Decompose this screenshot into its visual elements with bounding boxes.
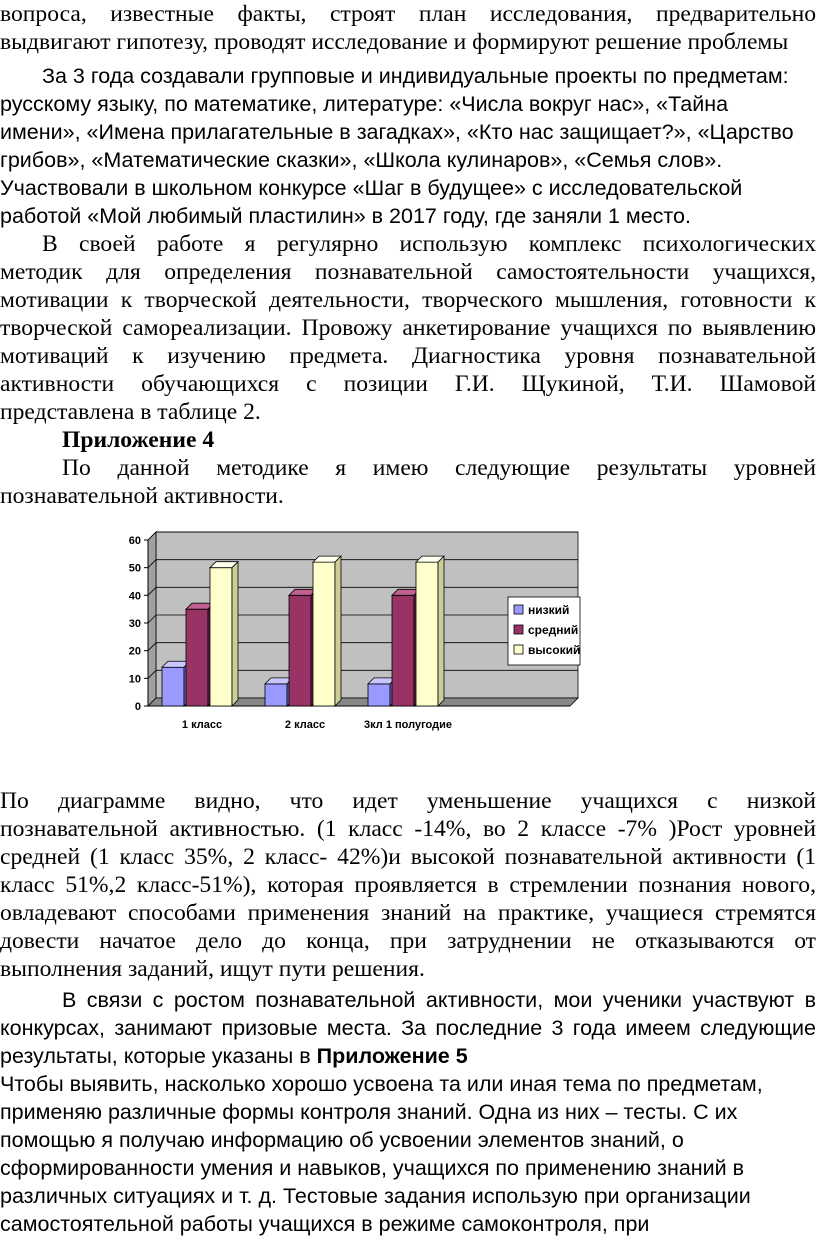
paragraph-line: мотиваций к изучению предмета. Диагностика уровня познавательной	[0, 343, 816, 369]
bar-низкий	[368, 684, 390, 706]
chart-legend	[508, 597, 580, 665]
paragraph-line: помощью я получаю информацию об усвоении элементов знаний, о	[0, 1128, 684, 1152]
bar-низкий	[162, 667, 184, 706]
paragraph-line: познавательной активностью. (1 класс -14%, во 2 классе -7% )Рост уровней	[0, 816, 816, 842]
bar-средний	[289, 595, 311, 706]
paragraph-line: грибов», «Математические сказки», «Школа кулинаров», «Семья слов».	[0, 148, 723, 172]
bar-высокий	[416, 562, 438, 706]
appendix-reference: Приложение 5	[316, 1044, 468, 1068]
paragraph-line	[0, 1042, 816, 1070]
paragraph-line: класс 51%,2 класс-51%), которая проявляется в стремлении познания нового,	[0, 872, 816, 898]
y-tick-label: 30	[128, 618, 141, 630]
appendix-heading: Приложение 4	[62, 427, 215, 453]
bar-низкий	[265, 684, 287, 706]
paragraph-line: сформированности умения и навыков, учащихся по применению знаний в	[0, 1156, 745, 1180]
bar-высокий	[313, 562, 335, 706]
paragraph-line: За 3 года создавали групповые и индивидуальные проекты по предметам:	[42, 64, 789, 88]
y-tick-label: 40	[128, 590, 141, 603]
y-tick-label: 60	[128, 535, 141, 547]
paragraph-line: Чтобы выявить, насколько хорошо усвоена та или иная тема по предметам,	[0, 1072, 763, 1096]
bar-side	[438, 556, 444, 706]
paragraph-line: методик для определения познавательной самостоятельности учащихся,	[0, 259, 816, 285]
paragraph-line: средней (1 класс 35%, 2 класс- 42%)и высокой познавательной активности (1	[0, 844, 816, 870]
legend-label: высокий	[528, 643, 581, 657]
paragraph-line: представлена в таблице 2.	[0, 399, 261, 425]
paragraph-line: активности обучающихся с позиции Г.И. Щукиной, Т.И. Шамовой	[0, 371, 816, 397]
paragraph-line: конкурсах, занимают призовые места. За последние 3 года имеем следующие	[0, 1016, 816, 1040]
paragraph-line: мотивации к творческой деятельности, творческого мышления, готовности к	[0, 287, 816, 313]
y-tick-label: 10	[128, 673, 141, 686]
paragraph-line: познавательной активности.	[0, 483, 284, 509]
paragraph-line: Участвовали в школьном конкурсе «Шаг в будущее» с исследовательской	[0, 176, 743, 200]
paragraph-line: выполнения заданий, ищут пути решения.	[0, 956, 425, 982]
paragraph-line: различных ситуациях и т. д. Тестовые задания использую при организации	[0, 1184, 751, 1208]
paragraph-line: овладевают способами применения знаний на практике, учащиеся стремятся	[0, 900, 816, 926]
bar-средний	[392, 595, 414, 706]
paragraph-line: По данной методике я имею следующие результаты уровней	[62, 455, 816, 481]
paragraph-line: довести начатое дело до конца, при затруднении не отказываются от	[0, 928, 816, 954]
paragraph-text: результаты, которые указаны в	[0, 1044, 317, 1068]
paragraph-line: работой «Мой любимый пластилин» в 2017 году, где заняли 1 место.	[0, 204, 691, 228]
paragraph-line: В своей работе я регулярно использую комплекс психологических	[42, 231, 816, 257]
y-tick-label: 50	[128, 562, 141, 575]
paragraph-line: самостоятельной работы учащихся в режиме самоконтроля, при	[0, 1212, 650, 1236]
paragraph-line: имени», «Имена прилагательные в загадках», «Кто нас защищает?», «Царство	[0, 120, 794, 144]
legend-swatch	[514, 645, 523, 654]
x-tick-label: 3кл 1 полугодие	[364, 719, 452, 731]
bar-средний	[186, 609, 208, 706]
paragraph-line: выдвигают гипотезу, проводят исследование и формируют решение проблемы	[0, 29, 789, 55]
legend-label: низкий	[528, 603, 570, 617]
bar-chart	[110, 520, 590, 735]
paragraph-line: В связи с ростом познавательной активности, мои ученики участвуют в	[62, 988, 816, 1012]
bar-side	[232, 562, 238, 706]
paragraph-line: применяю различные формы контроля знаний. Одна из них – тесты. С их	[0, 1100, 738, 1124]
paragraph-line: творческой самореализации. Провожу анкетирование учащихся по выявлению	[0, 315, 816, 341]
y-tick-label: 0	[134, 701, 141, 713]
bar-высокий	[210, 568, 232, 706]
paragraph-line: По диаграмме видно, что идет уменьшение учащихся с низкой	[0, 788, 816, 814]
x-tick-label: 1 класс	[181, 719, 223, 731]
legend-swatch	[514, 625, 523, 634]
y-tick-label: 20	[128, 645, 141, 658]
x-tick-label: 2 класс	[284, 719, 326, 731]
bar-side	[335, 556, 341, 706]
legend-swatch	[514, 605, 523, 614]
paragraph-line: вопроса, известные факты, строят план исследования, предварительно	[0, 1, 816, 27]
legend-label: средний	[528, 623, 579, 637]
paragraph-line: русскому языку, по математике, литературе: «Числа вокруг нас», «Тайна	[0, 92, 729, 116]
